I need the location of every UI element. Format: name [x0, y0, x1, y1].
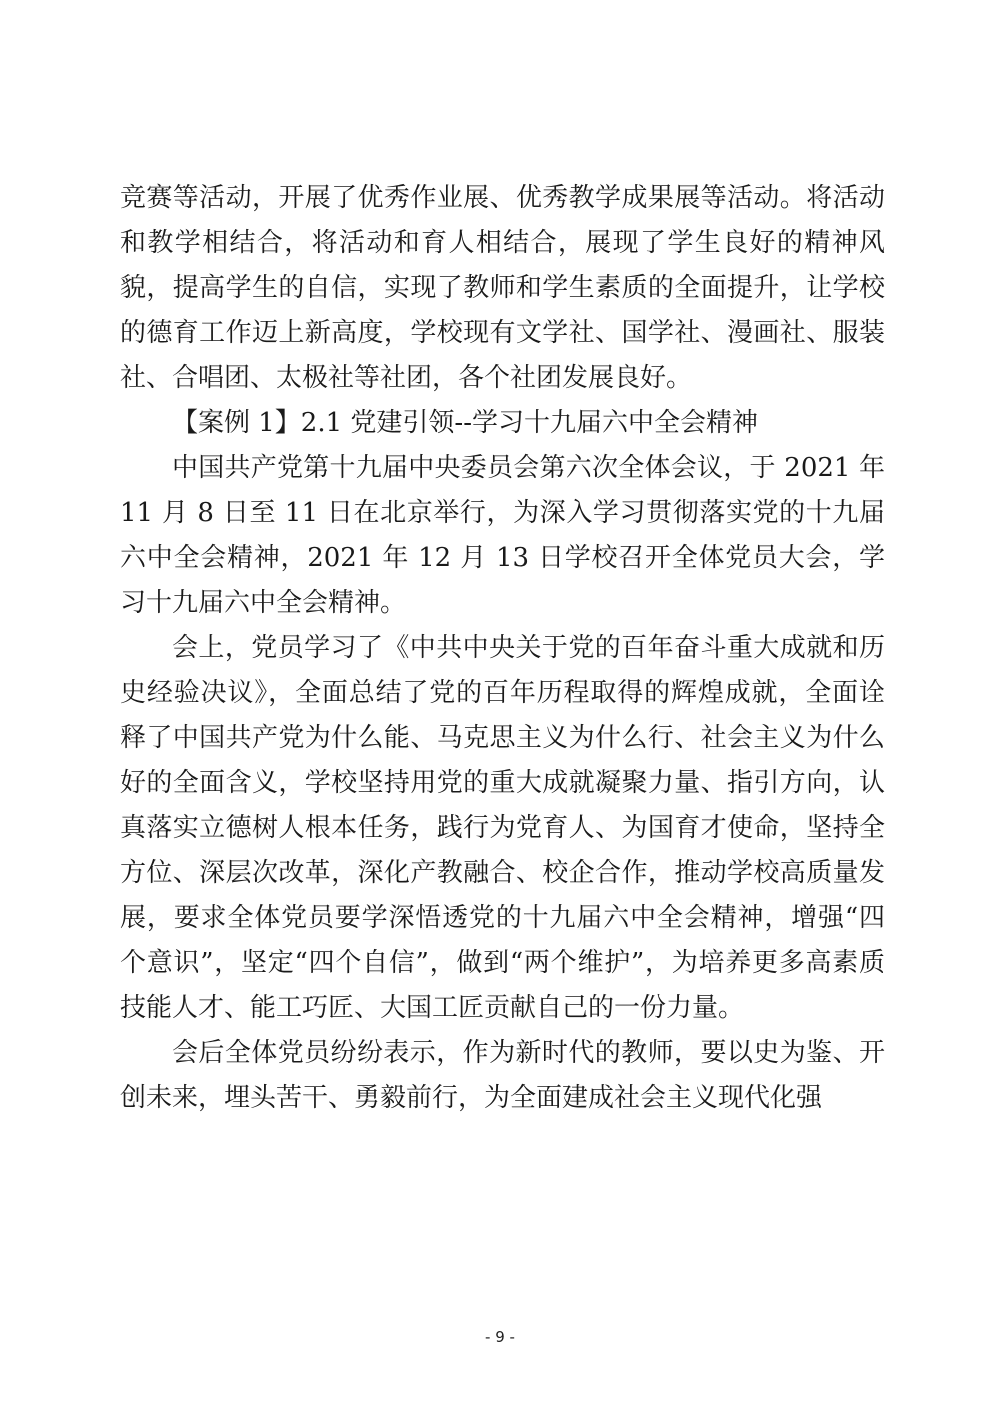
paragraph-meeting-content: 会上，党员学习了《中共中央关于党的百年奋斗重大成就和历史经验决议》，全面总结了党的百年历程取得的辉煌成就，全面诠释了中国共产党为什么能、马克思主义为什么行、社会主义为什么好的全面含义，学校坚持用党的重大成就凝聚力量、指引方向，认真落实立德树人根本任务，践行为党育人、为国育才使命，坚持全方位、深层次改革，深化产教融合、校企合作，推动学校高质量发展，要求全体党员要学深悟透党的十九届六中全会精神，增强“四个意识”，坚定“四个自信”，做到“两个维护”，为培养更多高素质技能人才、能工巧匠、大国工匠贡献自己的一份力量。 — [120, 633, 885, 1023]
paragraph-after-meeting: 会后全体党员纷纷表示，作为新时代的教师，要以史为鉴、开创未来，埋头苦干、勇毅前行，为全面建成社会主义现代化强 — [120, 1038, 885, 1113]
paragraph-continued: 竞赛等活动，开展了优秀作业展、优秀教学成果展等活动。将活动和教学相结合，将活动和育人相结合，展现了学生良好的精神风貌，提高学生的自信，实现了教师和学生素质的全面提升，让学校的德育工作迈上新高度，学校现有文学社、国学社、漫画社、服装社、合唱团、太极社等社团，各个社团发展良好。 — [120, 183, 885, 393]
paragraph-plenary-session: 中国共产党第十九届中央委员会第六次全体会议，于 2021 年 11 月 8 日至 11 日在北京举行，为深入学习贯彻落实党的十九届六中全会精神，2021 年 12 月 13 日学校召开全体党员大会，学习十九届六中全会精神。 — [120, 453, 885, 618]
document-body — [120, 176, 885, 1121]
page-number: - 9 - — [485, 1328, 515, 1346]
case-heading: 【案例 1】2.1 党建引领--学习十九届六中全会精神 — [172, 408, 758, 438]
